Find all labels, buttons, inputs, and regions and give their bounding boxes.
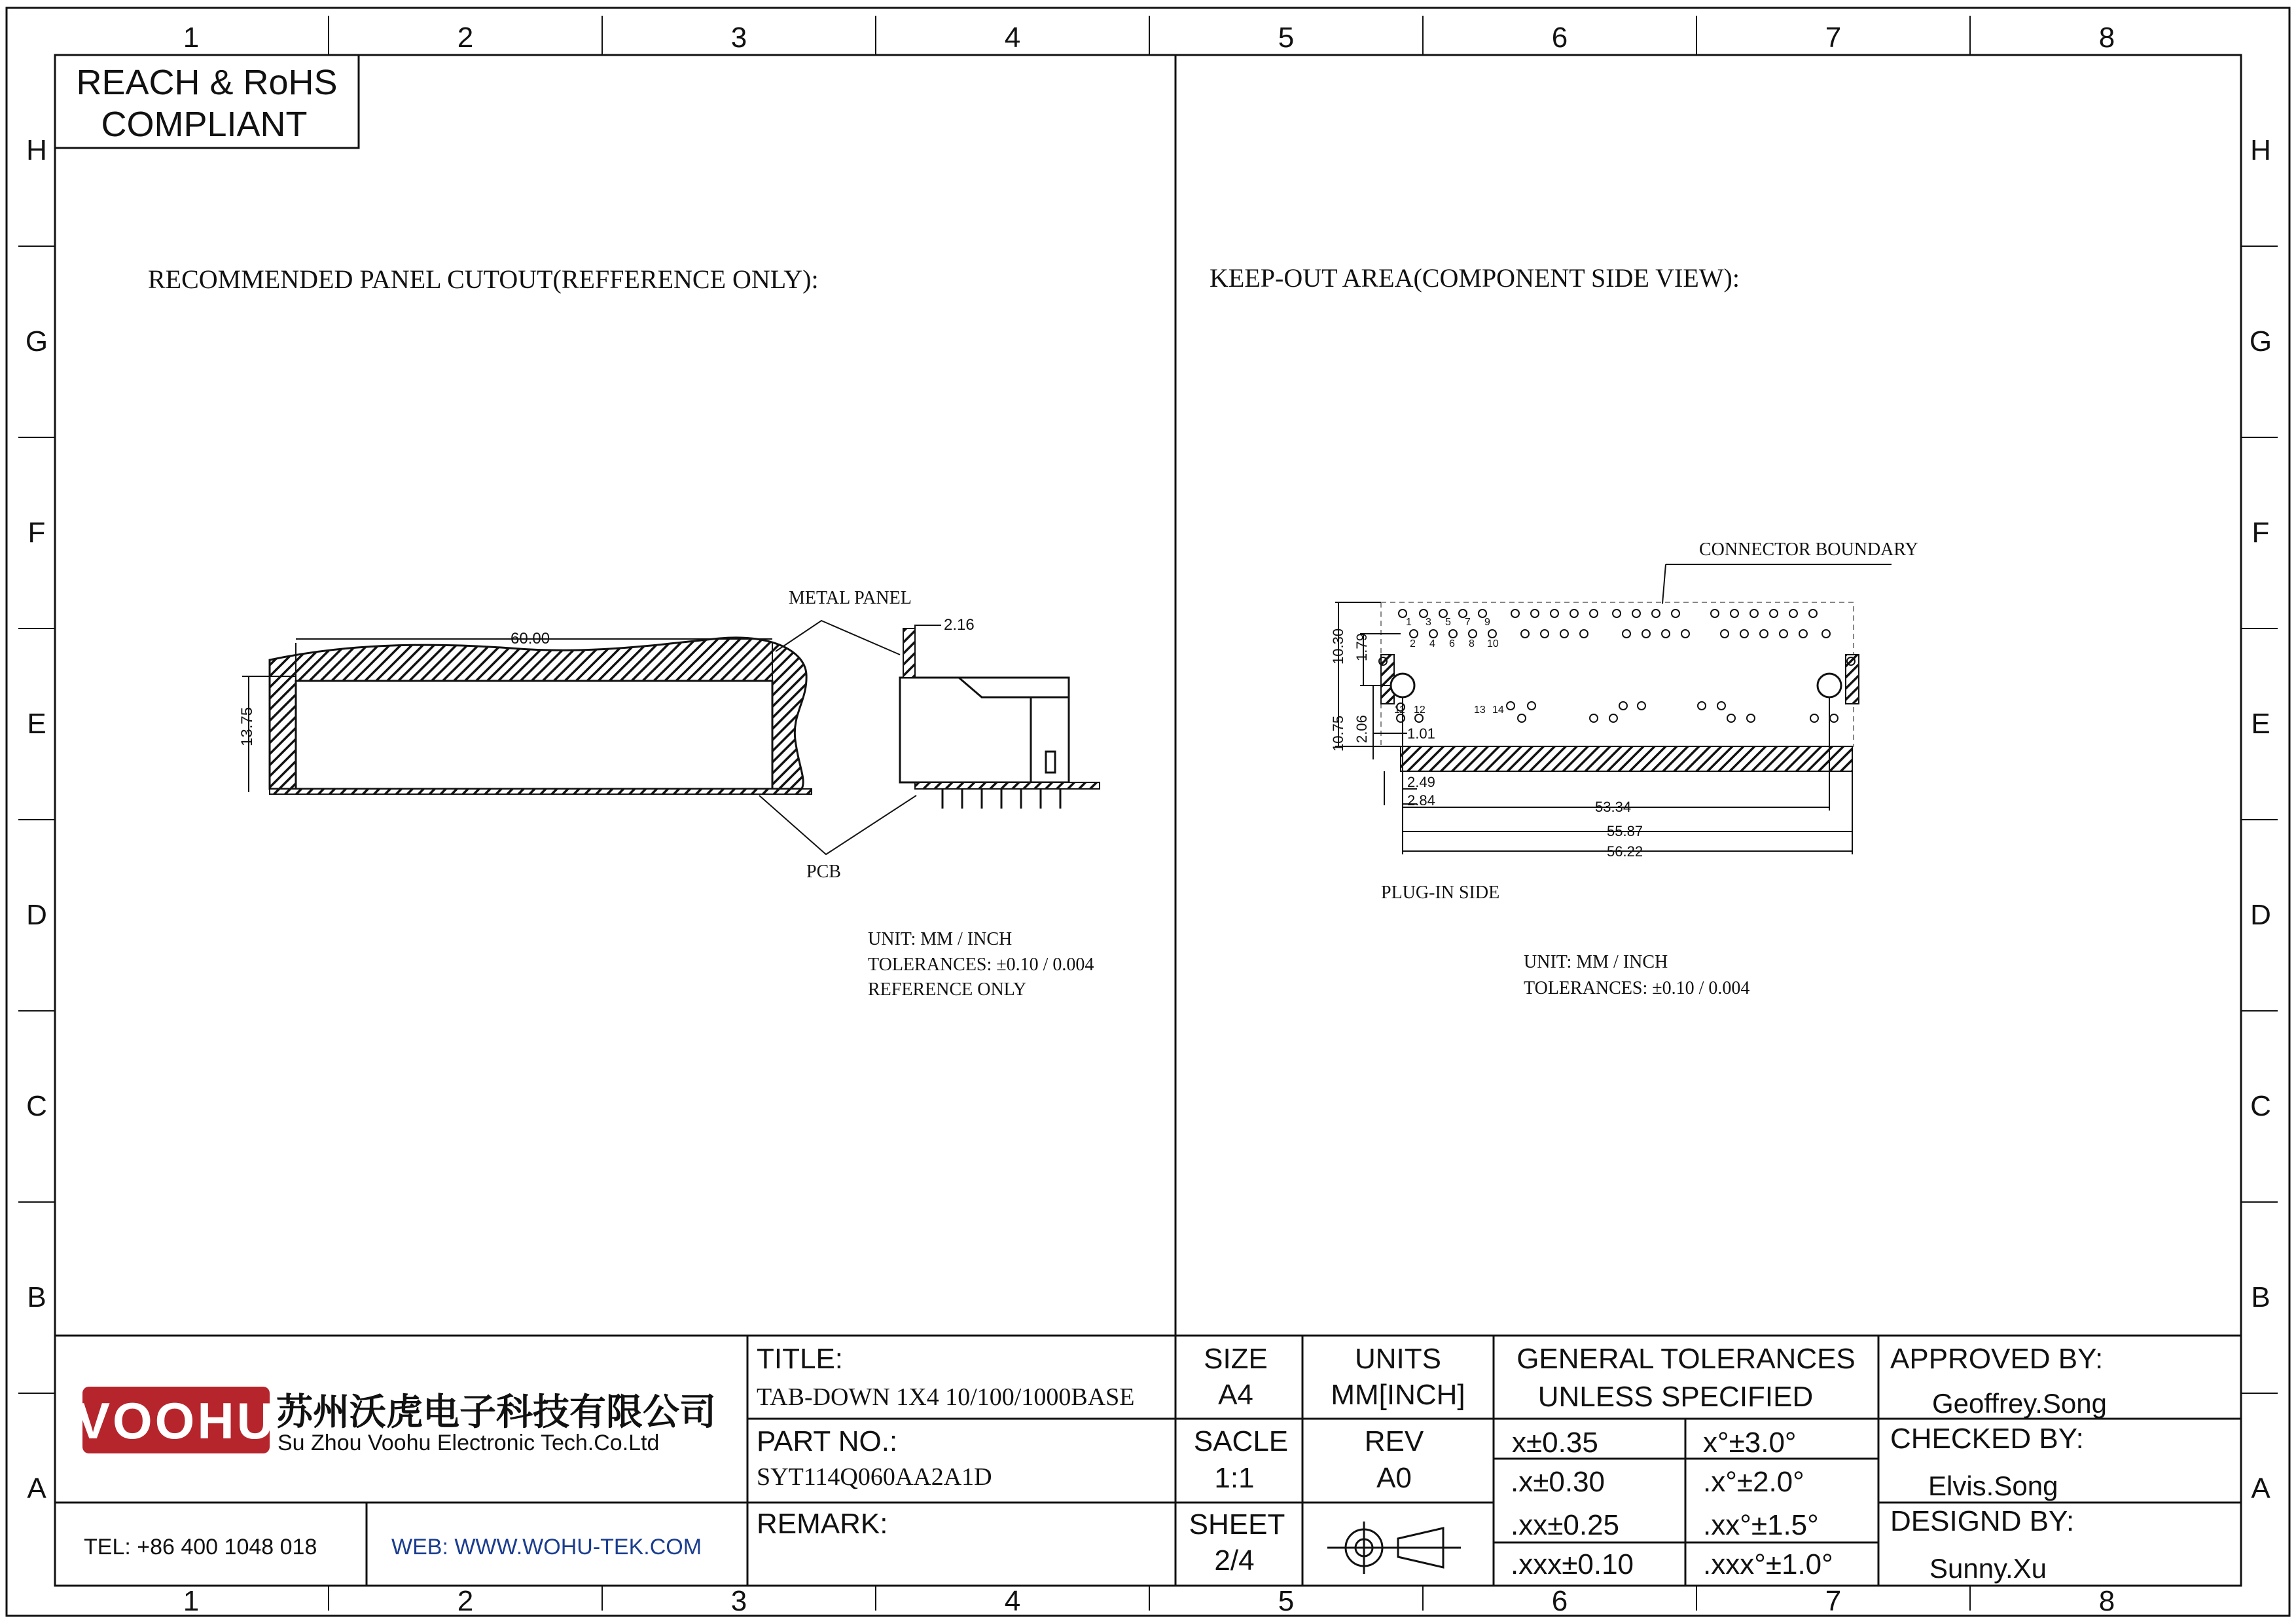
pcb-hatch (270, 789, 812, 794)
note-reference: REFERENCE ONLY (868, 979, 1027, 1000)
tol-angular: x°±3.0° (1703, 1427, 1797, 1459)
tolerance-table (1511, 1427, 1833, 1580)
col-label: 5 (1278, 22, 1295, 54)
row-label: H (26, 134, 47, 166)
pin-number: 3 (1426, 617, 1431, 628)
title-label: TITLE: (757, 1343, 844, 1375)
tol-linear: .xxx±0.10 (1511, 1548, 1634, 1580)
row-label: A (2251, 1472, 2270, 1504)
dim-2-06: 2.06 (1354, 715, 1370, 743)
title-value: TAB-DOWN 1X4 10/100/1000BASE (757, 1383, 1135, 1411)
pin-number: 13 (1474, 704, 1486, 716)
col-label: 3 (730, 1585, 747, 1617)
general-tolerances-line1: GENERAL TOLERANCES (1516, 1343, 1856, 1375)
dim-1-79: 1.79 (1354, 633, 1370, 661)
scale-value: 1:1 (1214, 1462, 1255, 1494)
row-label: C (2250, 1090, 2271, 1122)
dim-2-49: 2.49 (1407, 774, 1435, 790)
keep-out-view (1210, 263, 1918, 998)
note-unit: UNIT: MM / INCH (868, 929, 1013, 949)
rev-value: A0 (1376, 1462, 1412, 1494)
col-label: 8 (2098, 1585, 2115, 1617)
part-label: PART NO.: (757, 1425, 898, 1457)
dim-width: 60.00 (511, 630, 550, 647)
pin-number: 12 (1414, 704, 1426, 716)
pin-number: 2 (1410, 638, 1416, 649)
col-label: 8 (2098, 22, 2115, 54)
dim-1-01: 1.01 (1407, 725, 1435, 742)
pin-number: 5 (1445, 617, 1451, 628)
keep-out-bar (1401, 746, 1852, 771)
company-name-en: Su Zhou Voohu Electronic Tech.Co.Ltd (278, 1431, 660, 1455)
dim-53-34: 53.34 (1595, 799, 1632, 815)
metal-panel-side (903, 629, 915, 678)
col-label: 4 (1004, 22, 1021, 54)
label-plug-in-side: PLUG-IN SIDE (1381, 883, 1500, 903)
row-label: E (2251, 708, 2270, 740)
col-label: 5 (1278, 1585, 1295, 1617)
cutout-opening (296, 681, 772, 789)
pin-number: 14 (1492, 704, 1504, 716)
connector-boundary (1381, 602, 1854, 746)
company-tel: TEL: +86 400 1048 018 (84, 1535, 317, 1559)
pin-number: 9 (1484, 617, 1490, 628)
dim-56-22: 56.22 (1607, 843, 1643, 860)
general-tolerances-line2: UNLESS SPECIFIED (1537, 1381, 1814, 1413)
row-label: C (26, 1090, 47, 1122)
dim-height: 13.75 (238, 706, 256, 746)
col-label: 1 (183, 22, 200, 54)
dim-panel-thickness: 2.16 (944, 616, 975, 634)
sheet-value: 2/4 (1214, 1544, 1255, 1577)
company-web: WEB: WWW.WOHU-TEK.COM (391, 1535, 702, 1559)
row-label: G (2249, 325, 2272, 357)
label-connector-boundary: CONNECTOR BOUNDARY (1699, 539, 1918, 560)
remark-label: REMARK: (757, 1508, 888, 1540)
label-pcb: PCB (806, 862, 841, 882)
col-label: 7 (1825, 1585, 1842, 1617)
col-label: 4 (1004, 1585, 1021, 1617)
checked-label: CHECKED BY: (1890, 1423, 2084, 1455)
col-label: 2 (457, 22, 474, 54)
pin-number: 11 (1394, 704, 1405, 716)
pin-number: 1 (1406, 617, 1412, 628)
dim-55-87: 55.87 (1607, 823, 1643, 839)
connector-side-view (900, 629, 1100, 809)
pin-number: 7 (1465, 617, 1471, 628)
row-label: F (2251, 517, 2270, 549)
approved-label: APPROVED BY: (1890, 1343, 2104, 1375)
checked-value: Elvis.Song (1928, 1470, 2058, 1501)
row-label: G (25, 325, 48, 357)
note-tolerances-right: TOLERANCES: ±0.10 / 0.004 (1524, 978, 1750, 998)
pin-number: 6 (1449, 638, 1455, 649)
row-label: A (27, 1472, 46, 1504)
dim-10-30: 10.30 (1330, 628, 1346, 665)
size-label: SIZE (1204, 1343, 1268, 1375)
mount-hole-right (1818, 674, 1841, 697)
row-label: D (26, 899, 47, 931)
col-label: 1 (183, 1585, 200, 1617)
row-label: H (2250, 134, 2271, 166)
scale-label: SACLE (1193, 1425, 1289, 1457)
part-value: SYT114Q060AA2A1D (757, 1463, 992, 1491)
size-value: A4 (1218, 1379, 1253, 1411)
tol-angular: .xx°±1.5° (1703, 1509, 1819, 1541)
compliance-line2: COMPLIANT (101, 105, 308, 144)
approvals (1890, 1343, 2107, 1584)
pcb-side (915, 782, 1100, 789)
compliance-box (55, 55, 359, 148)
row-label: B (27, 1281, 46, 1313)
approved-value: Geoffrey.Song (1932, 1388, 2107, 1419)
row-label: B (2251, 1281, 2270, 1313)
row-label: F (27, 517, 46, 549)
company-name-cn: 苏州沃虎电子科技有限公司 (276, 1391, 716, 1432)
tol-angular: .x°±2.0° (1703, 1466, 1804, 1498)
designed-value: Sunny.Xu (1929, 1553, 2047, 1584)
tol-linear: .x±0.30 (1511, 1466, 1605, 1498)
logo-text: VOOHU (75, 1392, 277, 1450)
tol-angular: .xxx°±1.0° (1703, 1548, 1833, 1580)
compliance-line1: REACH & RoHS (76, 63, 338, 102)
units-value: MM[INCH] (1331, 1379, 1465, 1411)
note-tolerances: TOLERANCES: ±0.10 / 0.004 (868, 955, 1094, 975)
pin-holes (1397, 610, 1838, 722)
tol-linear: x±0.35 (1512, 1427, 1598, 1459)
panel-cutout-heading: RECOMMENDED PANEL CUTOUT(REFFERENCE ONLY): (148, 264, 819, 294)
col-label: 6 (1551, 22, 1568, 54)
pin-number: 4 (1429, 638, 1435, 649)
pin-number: 8 (1469, 638, 1475, 649)
projection-symbol-icon (1327, 1522, 1461, 1574)
sheet-label: SHEET (1189, 1508, 1285, 1541)
panel-cutout-view (148, 264, 1100, 1000)
designed-label: DESIGND BY: (1890, 1505, 2075, 1537)
rev-label: REV (1364, 1425, 1424, 1457)
pin-number: 10 (1487, 638, 1499, 649)
keep-out-heading: KEEP-OUT AREA(COMPONENT SIDE VIEW): (1210, 263, 1740, 293)
company-logo (76, 1387, 276, 1453)
dim-2-84: 2.84 (1407, 792, 1435, 809)
row-label: D (2250, 899, 2271, 931)
units-label: UNITS (1355, 1343, 1441, 1375)
note-unit-right: UNIT: MM / INCH (1524, 952, 1668, 972)
col-label: 2 (457, 1585, 474, 1617)
col-label: 6 (1551, 1585, 1568, 1617)
col-label: 3 (730, 22, 747, 54)
mount-hole-left (1391, 674, 1414, 697)
dim-10-75: 10.75 (1330, 715, 1346, 752)
label-metal-panel: METAL PANEL (789, 588, 912, 608)
row-label: E (27, 708, 46, 740)
col-label: 7 (1825, 22, 1842, 54)
tol-linear: .xx±0.25 (1511, 1509, 1620, 1541)
